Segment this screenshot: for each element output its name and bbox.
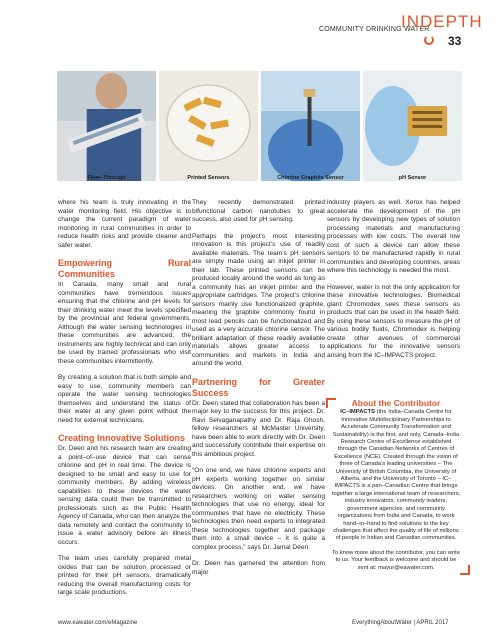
footer-url[interactable]: www.eawater.com/eMagazine	[58, 620, 138, 626]
chlorine-graphite-sensor-photo	[261, 71, 360, 181]
paragraph: Dr. Deen and his research team are creating a point–of–use device that can sense chlorine and pH in real time. The device is designed to be small and easy to use for community members. By adding wireless capabilities to these devices the water sensing data could then be transmitted to professionals such as the Public Health Agency of Canada, who can then analyze the data remotely and contact the community to issue a water advisory before an illness occurs.	[58, 445, 191, 546]
column-2	[192, 199, 325, 585]
photo-chlorine-graphite-sensor	[261, 71, 360, 181]
section-heading: Empowering Rural Communities	[58, 258, 191, 279]
section-heading: Partnering for Greater Success	[192, 376, 325, 398]
column-3	[327, 199, 460, 368]
photo-flow-through	[57, 71, 156, 181]
paragraph: They recently demonstrated printed bifunctional carbon nanotubes to great success, also used for pH sensing.	[192, 199, 325, 223]
paragraph: industry players as well. Xerox has helped accelerate the development of the pH sensors by developing new types of solution processing materials and manufacturing processes with low costs. The overall low cost of such a device can allow these sensors to be manufactured rapidly in rural communities and developing countries, areas where this technology is needed the most.	[327, 199, 460, 274]
corner-bracket-icon	[460, 565, 470, 575]
paragraph: The team uses carefully prepared metal oxides that can be solution processed or printed for their pH sensors, dramatically reducing the overall manufacturing costs for large scale productions.	[58, 555, 191, 596]
paragraph: By creating a solution that is both simple and easy to use, community members can operate the water sensing technologies themselves and understand the status of their water at any given point without the need for external technicians.	[58, 374, 191, 424]
photo-caption: pH Sensor	[398, 175, 427, 181]
section-label: COMMUNITY DRINKING WATER	[319, 26, 430, 33]
photo-caption: Chlorine Graphite Sensor	[277, 175, 344, 181]
photo-caption: Printed Sensors	[187, 175, 230, 181]
section-title: INDEPTH	[401, 12, 483, 31]
printed-sensors-photo	[159, 71, 258, 181]
contributor-text: (the India–Canada Centre for Innovative Multidisciplinary Partnerships to Accelerate Community Transformation and Sustainability) is the first, and only, Canada–India Research Centre of Excellence established through the Canadian Networks of Centres of Excellence (NCE). Created through the vision of three of Canada’s leading universities – The University of British Columbia, the University of Alberta, and the University of Toronto – IC–IMPACTS is a pan–Canadian Centre that brings together a large international team of researchers, industry innovators, community leaders, government agencies, and community organizations from India and Canada, to work hand–in–hand to find solutions to the key challenges that affect the quality of life of millions of people in Indian and Canadian communities.	[331, 409, 461, 542]
section-heading: Creating Innovative Solutions	[58, 433, 186, 443]
contributor-lead: IC–IMPACTS	[340, 409, 375, 416]
paragraph: Dr. Deen has garnered the attention from major	[192, 560, 325, 576]
column-1	[58, 199, 191, 606]
photo-printed-sensors	[159, 71, 258, 181]
photo-strip	[57, 71, 462, 189]
contributor-title: About the Contributor	[351, 398, 441, 408]
ph-sensor-photo	[363, 71, 462, 181]
page-number: 33	[448, 34, 462, 48]
paragraph: However, water is not the only application for these innovative technologies. Biomedical giant Chromodex sees these sensors as products that can be used in the health field. By using these sensors to measure the pH of various bodily fluids, Chromodex is helping create other avenues of commercial applications for the innovative sensors arising from the IC–IMPACTS project.	[327, 283, 460, 359]
photo-caption: Flow–Through	[87, 175, 126, 181]
paragraph: Perhaps the project’s most interesting innovation is this project’s use of readily available materials. The team’s pH sensors are simply made using an inkjet printer in their lab. These printed sensors can be produced locally around the world as long as a community has an inkjet printer and the appropriate cartridges. The project’s chlorine sensors mainly use functionalized graphite, meaning the graphite commonly found in most lead pencils can be functionalized and used as a very accurate chlorine sensor. The brilliant adaptation of these readily available materials allows greater access to communities and markets in India and around the world.	[192, 232, 325, 367]
contributor-feedback: To know more about the contributor, you can write to us. Your feedback is welcome and should be sent at: mayur@eawater.com.	[332, 549, 460, 571]
page-header	[0, 10, 500, 50]
flow-through-sensor-photo	[57, 71, 156, 181]
contributor-box	[331, 400, 461, 579]
paragraph: Dr. Deen stated that collaboration has been a major key to the success for this project. Dr. Ravi Selvaganapathy and Dr. Raja Ghosh, fellow researchers at McMaster University, have been able to work directly with Dr. Deen and successfully contribute their expertise on this ambitious project.	[192, 399, 325, 458]
paragraph: where his team is truly innovating in the water monitoring field. His objective is to change the current paradigm of water monitoring in rural communities in order to reduce health risks and provide cleaner and safer water.	[58, 199, 191, 249]
paragraph: In Canada, many small and rural communities have tremendous issues ensuring that the chlorine and pH levels for their drinking water meet the levels specified by the provincial and federal governments. Although the water sensing technologies in these communities are advanced, the instruments are highly technical and can only be used by trained professionals who visit these communities intermittently.	[58, 281, 191, 365]
footer-issue: EverythingAboutWater | APRIL 2017	[352, 620, 449, 626]
swirl-icon	[424, 35, 434, 45]
photo-ph-sensor	[363, 71, 462, 181]
contributor-body	[331, 409, 461, 542]
paragraph: “On one end, we have chlorine experts and pH experts working together on similar devices. On another end, we have researchers working on water sensing technologies that use no energy, ideal for communities that have no electricity. These technologies then need experts to integrated these technologies together and package them into a small device – it is quite a complex process,” says Dr. Jamal Deen.	[192, 467, 325, 551]
